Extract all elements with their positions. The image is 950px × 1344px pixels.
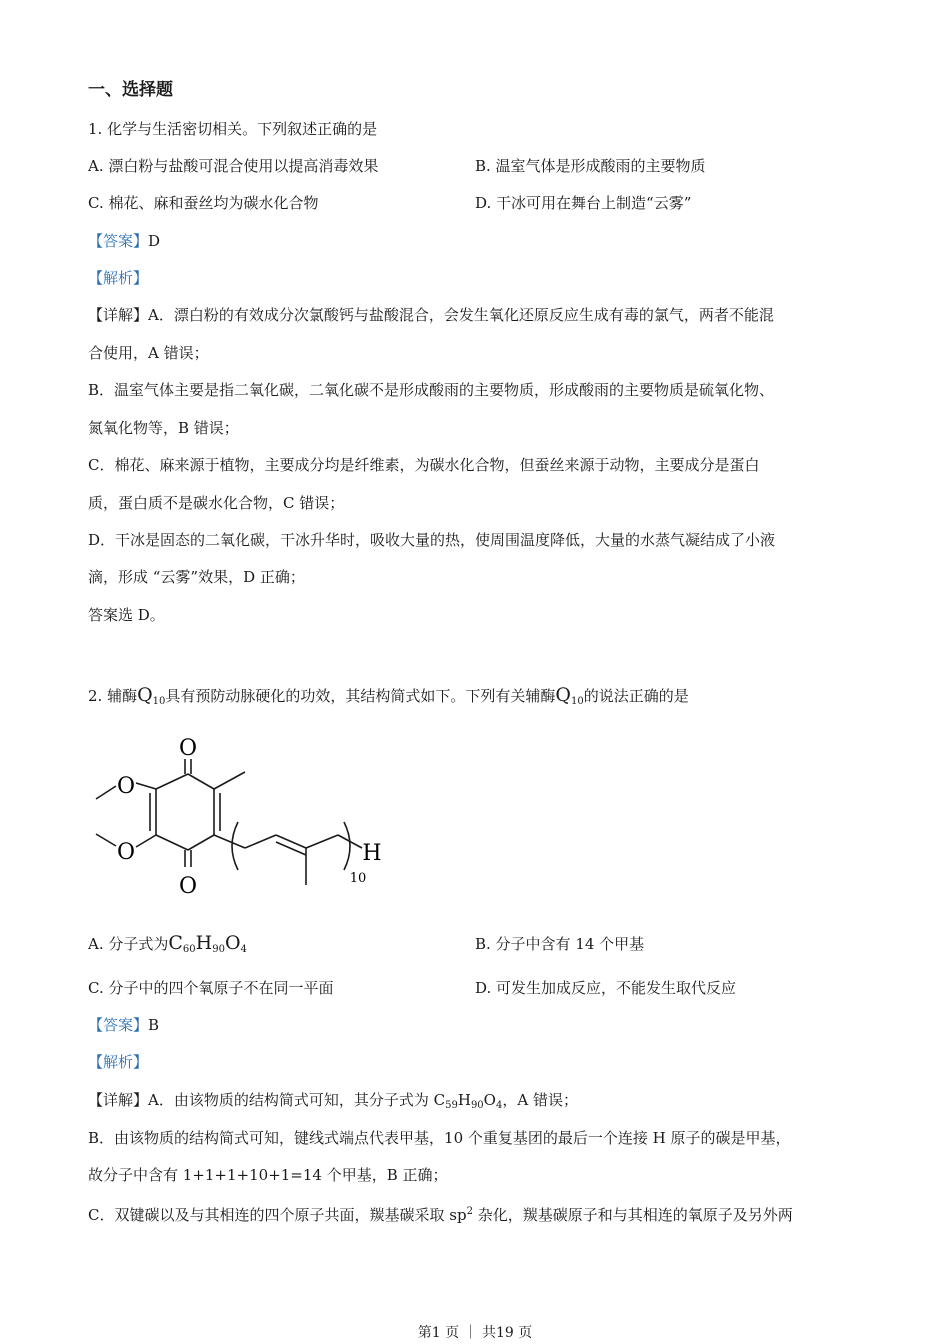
formula-q: Q: [555, 684, 571, 706]
q1-detail-line: 质，蛋白质不是碳水化合物，C 错误；: [88, 494, 345, 512]
q1-detail-line: 滴，形成 “云雾”效果，D 正确；: [88, 568, 305, 586]
q2-option-c: C. 分子中的四个氧原子不在同一平面: [88, 979, 334, 997]
formula-sub: 4: [240, 944, 247, 955]
q1-answer: [88, 231, 160, 251]
page-footer: 第1 页 ｜ 共19 页: [417, 1325, 533, 1341]
stem-part: 具有预防动脉硬化的功效，其结构简式如下。下列有关辅酶: [165, 687, 556, 705]
detail-text: 杂化，羰基碳原子和与其相连的氧原子及另外两: [472, 1206, 793, 1224]
stem-part: 的说法正确的是: [583, 687, 689, 705]
atom-o-methoxy: O: [116, 840, 136, 865]
q2-option-b: B. 分子中含有 14 个甲基: [475, 935, 645, 953]
q2-option-d: D. 可发生加成反应，不能发生取代反应: [475, 979, 737, 997]
formula-sub: 60: [182, 944, 196, 955]
detail-text: A．漂白粉的有效成分次氯酸钙与盐酸混合，会发生氧化还原反应生成有毒的氯气，两者不能混: [148, 306, 774, 324]
formula-sub: 59: [445, 1100, 458, 1111]
detail-tag: 【详解】: [88, 1091, 149, 1109]
q1-conclusion: 答案选 D。: [88, 606, 165, 624]
repeat-count: 10: [349, 871, 367, 886]
q1-analysis-tag: 【解析】: [88, 269, 149, 287]
q2-detail-line: 故分子中含有 1+1+1+10+1=14 个甲基，B 正确；: [88, 1166, 448, 1184]
superscript: 2: [466, 1206, 473, 1217]
q1-option-c: C. 棉花、麻和蚕丝均为碳水化合物: [88, 194, 319, 212]
option-text: A. 分子式为: [88, 935, 169, 953]
q2-answer: [88, 1015, 159, 1035]
formula-sub: 10: [571, 696, 584, 707]
q1-option-a: A. 漂白粉与盐酸可混合使用以提高消毒效果: [88, 157, 379, 175]
formula-q: Q: [137, 684, 153, 706]
coenzyme-q10-structure: [88, 730, 398, 900]
formula-sub: 4: [495, 1100, 503, 1111]
formula-part: C: [168, 932, 183, 954]
q1-detail-line: 合使用，A 错误；: [88, 344, 209, 362]
formula-part: O: [483, 1091, 496, 1109]
formula-part: C: [433, 1091, 446, 1109]
q1-stem: 1. 化学与生活密切相关。下列叙述正确的是: [88, 120, 378, 138]
formula-sub: 90: [470, 1100, 484, 1111]
answer-value: D: [148, 232, 161, 250]
detail-text: ，A 错误；: [502, 1091, 578, 1109]
q1-detail-line: C．棉花、麻来源于植物，主要成分均是纤维素，为碳水化合物，但蚕丝来源于动物，主要成分是蛋白: [88, 456, 760, 474]
q1-option-b: B. 温室气体是形成酸雨的主要物质: [475, 157, 706, 175]
stem-part: 2. 辅酶: [88, 687, 138, 705]
formula-part: H: [195, 932, 213, 954]
q1-detail-line: B．温室气体主要是指二氧化碳，二氧化碳不是形成酸雨的主要物质，形成酸雨的主要物质是硫氧化物、: [88, 381, 775, 399]
formula-sub: 90: [212, 944, 225, 955]
atom-o-methoxy: O: [116, 774, 136, 799]
q2-detail-line: [88, 1202, 793, 1225]
atom-o-bottom: O: [178, 874, 198, 899]
section-title: 一、选择题: [88, 80, 173, 100]
q1-detail-line: D．干冰是固态的二氧化碳，干冰升华时，吸收大量的热，使周围温度降低，大量的水蒸气凝结成了小液: [88, 531, 776, 549]
answer-tag: 【答案】: [88, 232, 149, 250]
answer-tag: 【答案】: [88, 1016, 149, 1034]
q2-detail-line: B．由该物质的结构简式可知，键线式端点代表甲基，10 个重复基团的最后一个连接 H 原子的碳是甲基，: [88, 1129, 791, 1147]
detail-text: A．由该物质的结构简式可知，其分子式为: [148, 1091, 434, 1109]
answer-value: B: [148, 1016, 160, 1034]
q1-option-d: D. 干冰可用在舞台上制造“云雾”: [475, 194, 692, 212]
q1-detail-line: 氮氧化物等，B 错误；: [88, 419, 239, 437]
q2-analysis-tag: 【解析】: [88, 1053, 149, 1071]
formula-sub: 10: [152, 696, 166, 707]
q2-stem: [88, 685, 689, 712]
atom-o-top: O: [178, 736, 198, 761]
formula-part: H: [457, 1091, 471, 1109]
q2-detail-line: [88, 1090, 578, 1116]
atom-h-end: H: [362, 841, 382, 866]
skeleton-bonds: [96, 759, 362, 885]
detail-text: C．双键碳以及与其相连的四个原子共面，羰基碳采取 sp: [88, 1206, 467, 1224]
q2-option-a: [88, 933, 247, 960]
formula-part: O: [224, 932, 241, 954]
detail-tag: 【详解】: [88, 306, 149, 324]
q1-detail-line: [88, 305, 774, 325]
